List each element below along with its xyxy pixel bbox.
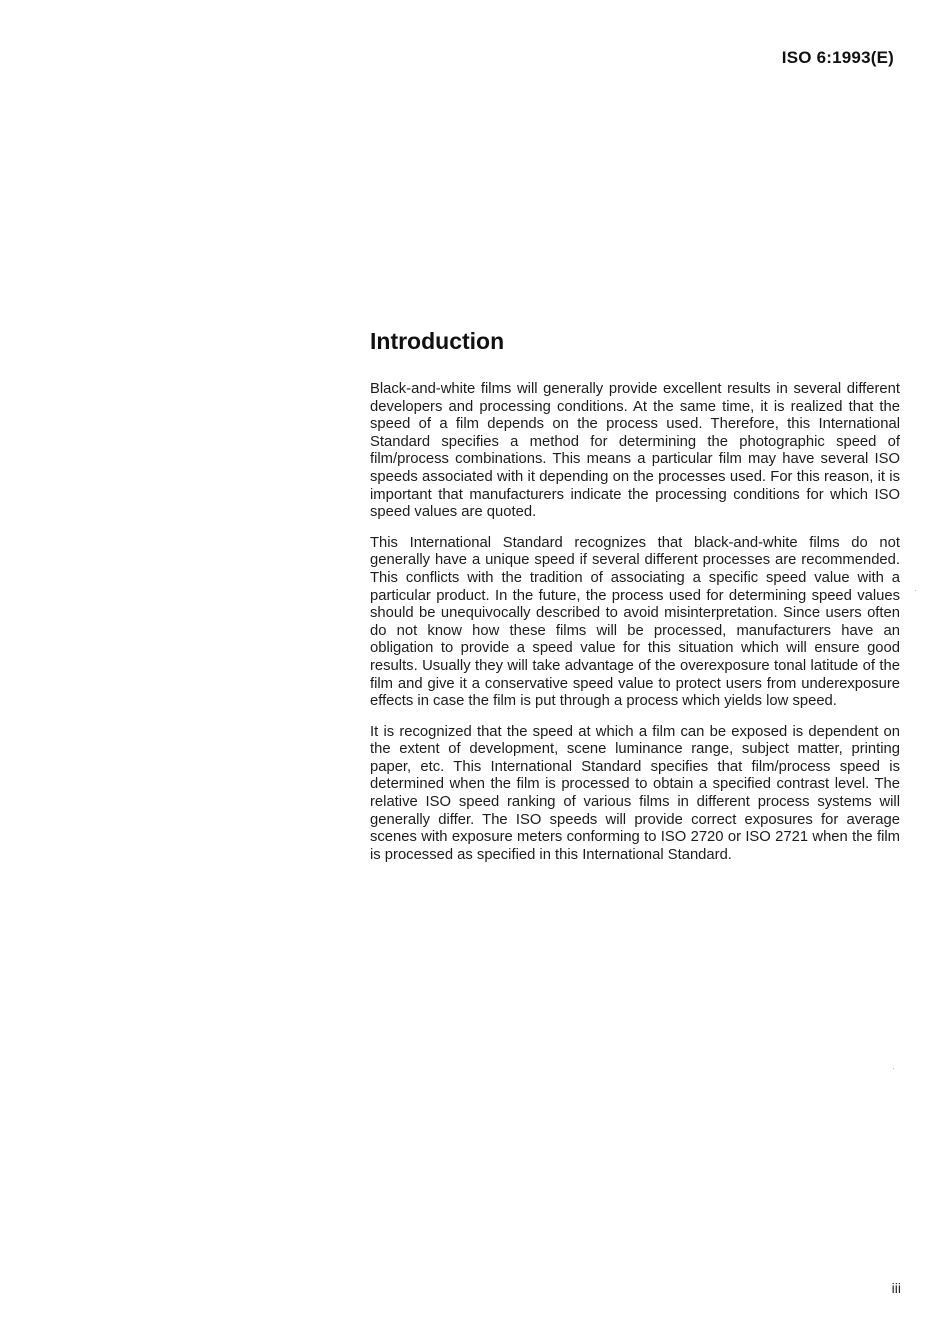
paragraph-3: It is recognized that the speed at which a film can be exposed is dependent on the extent of development, scene luminance range, subject matter, printing paper, etc. This International Standard specifies that film/process speed is determined when the film is processed to obtain a specified contrast level. The relative ISO speed ranking of various films in different process systems will generally differ. The ISO speeds will provide correct exposures for average scenes with exposure meters conforming to ISO 2720 or ISO 2721 when the film is processed as specified in this International Standard. — [370, 723, 900, 863]
section-title: Introduction — [370, 328, 505, 354]
introduction-section — [370, 328, 900, 877]
paragraph-2: This International Standard recognizes that black-and-white films do not generally have a unique speed if several different processes are recommended. This conflicts with the tradition of associating a specific speed value with a particular product. In the future, the process used for determining speed values should be unequivocally described to avoid misinterpretation. Since users often do not know how these films will be processed, manufacturers have an obligation to provide a speed value for this situation which will ensure good results. Usually they will take advantage of the overexposure tonal latitude of the film and give it a conservative speed value to protect users from underexposure effects in case the film is put through a process which yields low speed. — [370, 534, 900, 710]
paragraph-1: Black-and-white films will generally provide excellent results in several different developers and processing conditions. At the same time, it is realized that the speed of a film depends on the process used. Therefore, this International Standard specifies a method for determining the photographic speed of film/process combinations. This means a particular film may have several ISO speeds associated with it depending on the processes used. For this reason, it is important that manufacturers indicate the processing conditions for which ISO speed values are quoted. — [370, 381, 900, 521]
scan-speck — [893, 1068, 894, 1069]
document-id-header: ISO 6:1993(E) — [781, 48, 894, 67]
scan-speck — [915, 590, 916, 591]
page-number: iii — [891, 1280, 901, 1296]
